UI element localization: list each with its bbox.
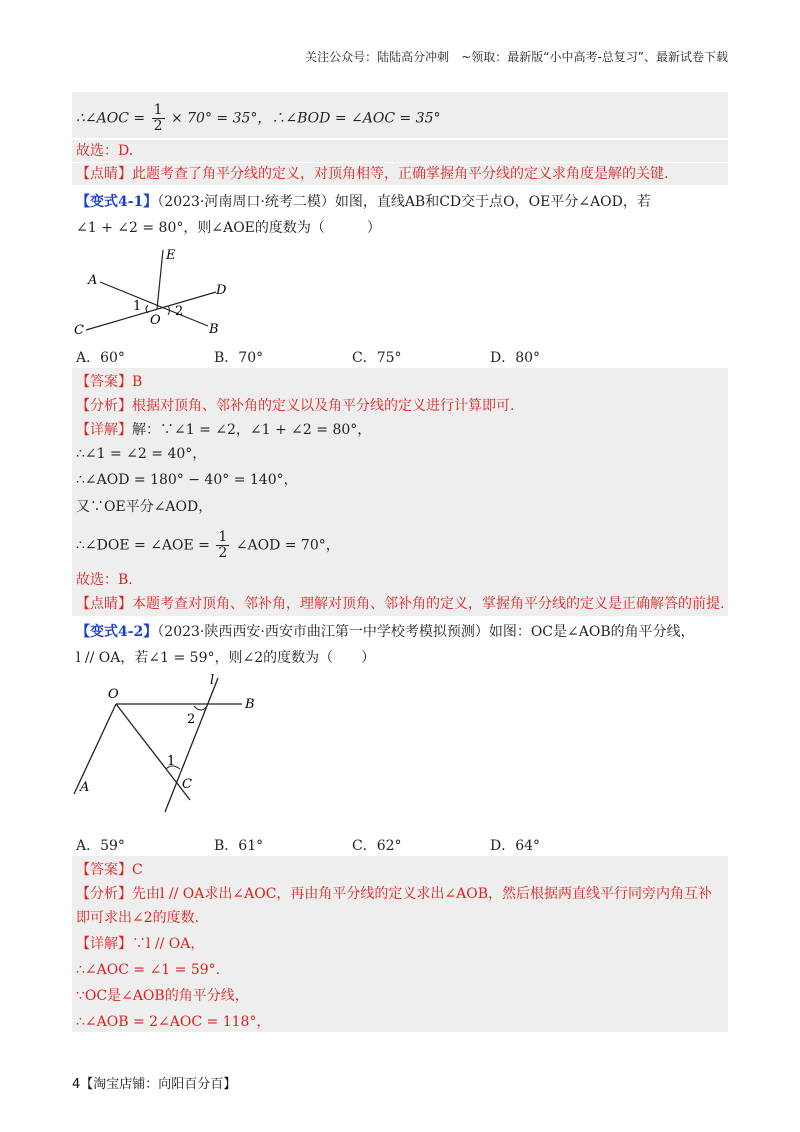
q42-label: 【变式4-2】 <box>76 624 158 640</box>
shop-name: 【淘宝店铺：向阳百分百】 <box>80 1077 237 1092</box>
q41-stem-line2: ∠1 + ∠2 = 80°，则∠AOE的度数为（ ） <box>76 220 381 236</box>
q41-tip: 【点睛】本题考查对顶角、邻补角，理解对顶角、邻补角的定义，掌握角平分线的定义是正确解答的前提. <box>76 596 725 612</box>
label-O: O <box>108 687 119 702</box>
label-D: D <box>216 283 227 298</box>
q42-option-a: A．59° <box>76 838 125 854</box>
q41-figure <box>70 244 240 344</box>
page-header: 关注公众号：陆陆高分冲刺 ~领取：最新版“小中高考-总复习”、最新试卷下载 <box>305 50 728 64</box>
choice-gray-1 <box>72 140 728 162</box>
label-B: B <box>245 697 255 712</box>
q41-detail-3: ∴∠AOD = 180° − 40° = 140°， <box>76 472 298 488</box>
q42-detail-4: ∴∠AOB = 2∠AOC = 118°， <box>76 1014 271 1030</box>
top-tip: 【点睛】此题考查了角平分线的定义，对顶角相等，正确掌握角平分线的定义求角度是解的关键. <box>76 166 669 182</box>
q41-detail-2: ∴∠1 = ∠2 = 40°， <box>76 446 207 462</box>
q42-detail-2: ∴∠AOC = ∠1 = 59°. <box>76 962 221 978</box>
label-l: l <box>210 673 215 688</box>
q42-analysis-2: 即可求出∠2的度数. <box>76 910 200 926</box>
q41-choice: 故选：B. <box>76 572 133 588</box>
q41-stem-line1: 【变式4-1】（2023·河南周口·统考二模）如图，直线AB和CD交于点O，OE平分∠AOD，若 <box>76 194 651 210</box>
label-C: C <box>182 777 192 792</box>
top-choice: 故选：D. <box>76 143 134 159</box>
eq-part-b: × 70° = 35°，∴∠BOD = ∠AOC = 35° <box>170 110 441 127</box>
q42-analysis-1: 【分析】先由l // OA求出∠AOC，再由角平分线的定义求出∠AOB，然后根据两直线平行同旁内角互补 <box>76 886 713 902</box>
q41-answer: 【答案】B <box>76 374 143 390</box>
q42-detail-1: 【详解】∵l // OA， <box>76 936 205 952</box>
top-equation <box>76 103 440 134</box>
label-E: E <box>166 248 176 263</box>
q41-detail-4: 又∵OE平分∠AOD， <box>76 499 213 515</box>
q41-detail-5: ∴∠DOE = ∠AOE = $\frac{1}{2}$ ∠AOD = 70°， <box>76 529 340 561</box>
q41-options <box>76 347 676 367</box>
q42-option-d: D．64° <box>490 838 541 854</box>
label-B: B <box>209 322 219 337</box>
ray-OE <box>157 250 163 309</box>
fraction-half: $\frac{1}{2}$ <box>153 102 163 134</box>
q41-option-c: C．75° <box>352 350 402 366</box>
label-A: A <box>80 780 90 795</box>
q42-option-c: C．62° <box>352 838 402 854</box>
q42-figure <box>70 670 270 830</box>
label-C: C <box>74 323 84 338</box>
q42-detail-3: ∵OC是∠AOB的角平分线， <box>76 988 249 1004</box>
q41-option-d: D．80° <box>490 350 541 366</box>
label-2: 2 <box>187 712 196 727</box>
label-O: O <box>150 313 161 328</box>
q41-option-a: A．60° <box>76 350 125 366</box>
label-1: 1 <box>133 299 142 314</box>
q42-stem-line2: l // OA，若∠1 = 59°，则∠2的度数为（ ） <box>76 650 376 666</box>
q42-option-b: B．61° <box>214 838 264 854</box>
q41-analysis: 【分析】根据对顶角、邻补角的定义以及角平分线的定义进行计算即可. <box>76 398 515 414</box>
q41-option-b: B．70° <box>214 350 264 366</box>
page-number: 4 <box>72 1077 81 1092</box>
q42-stem-line1: 【变式4-2】（2023·陕西西安·西安市曲江第一中学校考模拟预测）如图：OC是∠AOB的角平分线， <box>76 624 695 640</box>
label-2: 2 <box>175 304 184 319</box>
fraction-half-2: $\frac{1}{2}$ <box>218 529 228 561</box>
q41-detail-1: 【详解】解：∵∠1 = ∠2，∠1 + ∠2 = 80°， <box>76 422 372 438</box>
label-1: 1 <box>167 754 176 769</box>
q42-options <box>76 835 676 855</box>
eq-part-a: ∴∠AOC = <box>76 110 146 127</box>
ray-OC <box>116 704 190 800</box>
label-A: A <box>88 273 98 288</box>
page-footer <box>72 1073 236 1092</box>
q42-answer: 【答案】C <box>76 862 143 878</box>
q41-label: 【变式4-1】 <box>76 194 158 210</box>
